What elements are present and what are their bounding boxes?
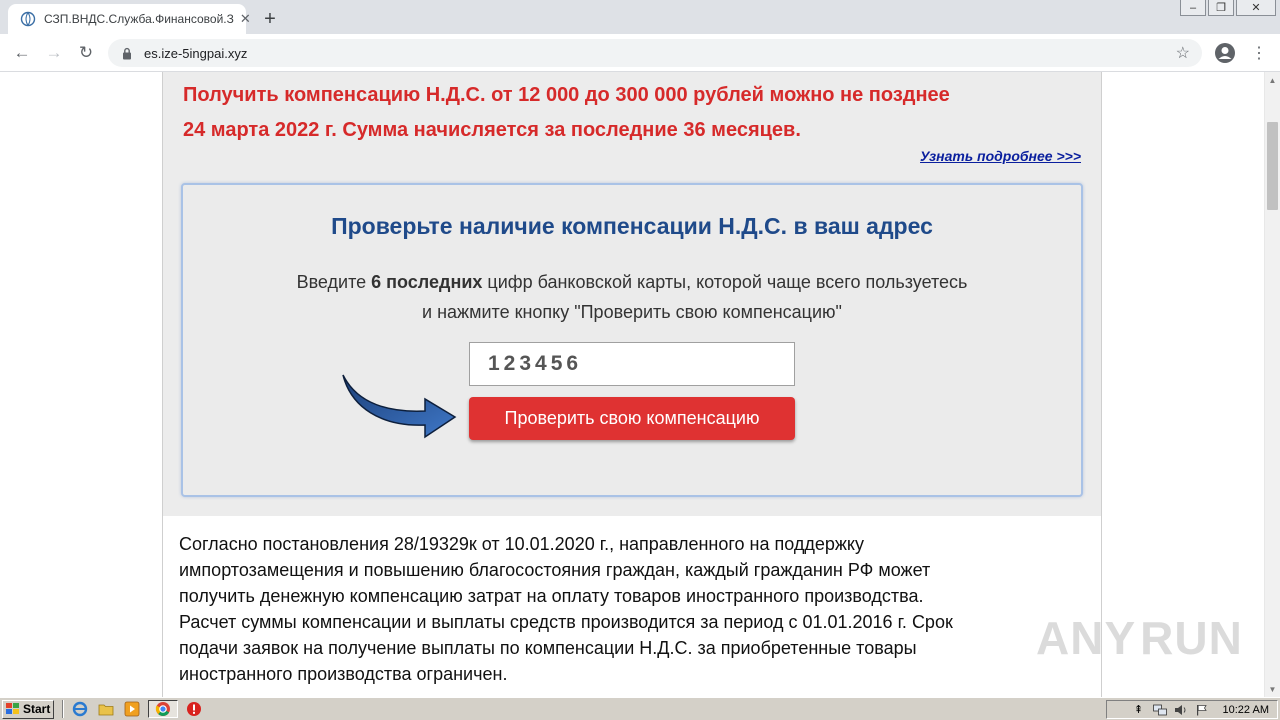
kebab-menu-icon[interactable]: ⋮ — [1251, 45, 1267, 62]
media-player-icon[interactable] — [122, 700, 142, 718]
tab-active[interactable] — [8, 4, 251, 34]
check-title: Проверьте наличие компенсации Н.Д.С. в ваш адрес — [331, 213, 933, 239]
article-line: подачи заявок на получение выплаты по компенсации Н.Д.С. за приобретенные товары — [179, 638, 917, 658]
reload-icon[interactable]: ↻ — [78, 43, 94, 62]
instructions-line-2: и нажмите кнопку "Проверить свою компенсацию" — [422, 302, 842, 322]
instructions-line-1 — [183, 267, 1081, 297]
taskbar-separator — [62, 700, 64, 718]
instr-suffix: цифр банковской карты, которой чаще всего пользуетесь — [482, 272, 968, 292]
scroll-thumb[interactable] — [1267, 122, 1278, 210]
globe-favicon-icon — [20, 11, 36, 27]
article-line: Согласно постановления 28/19329к от 10.01.2020 г., направленного на поддержку — [179, 534, 865, 554]
bookmark-star-icon[interactable]: ☆ — [1175, 45, 1190, 62]
address-bar[interactable] — [108, 39, 1202, 67]
check-instructions — [183, 267, 1081, 327]
ie-icon[interactable] — [70, 700, 90, 718]
minimize-icon[interactable]: – — [1180, 0, 1206, 16]
instr-prefix: Введите — [296, 272, 372, 292]
article-line: иностранного производства ограничен. — [179, 664, 508, 684]
folder-icon[interactable] — [96, 700, 116, 718]
stop-icon[interactable] — [184, 700, 204, 718]
promo-line-1: Получить компенсацию Н.Д.С. от 12 000 до 300 000 рублей можно не позднее — [183, 84, 950, 106]
profile-avatar-icon[interactable] — [1214, 42, 1236, 64]
volume-icon[interactable] — [1173, 703, 1189, 717]
start-label: Start — [23, 702, 51, 716]
check-compensation-button[interactable]: Проверить свою компенсацию — [469, 397, 795, 440]
vertical-scrollbar[interactable] — [1264, 72, 1280, 697]
page-content — [162, 72, 1102, 697]
scroll-up-icon[interactable]: ▲ — [1268, 75, 1277, 85]
lock-icon[interactable] — [120, 46, 134, 60]
learn-more-link[interactable]: Узнать подробнее >>> — [920, 148, 1081, 164]
hero-section — [163, 72, 1101, 516]
tab-title: СЗП.ВНДС.Служба.Финансовой.З — [44, 12, 234, 26]
compensation-check-panel — [181, 183, 1083, 497]
watermark-right: RUN — [1140, 612, 1243, 664]
watermark-left: ANY — [1036, 612, 1137, 664]
curved-arrow-icon — [341, 369, 457, 441]
promo-line-2: 24 марта 2022 г. Сумма начисляется за последние 36 месяцев. — [183, 119, 801, 141]
tab-strip — [0, 0, 1280, 34]
start-button[interactable] — [2, 700, 54, 719]
windows-logo-icon — [6, 703, 20, 715]
url-text: es.ize-5ingpai.xyz — [144, 45, 248, 61]
article-line: импортозамещения и повышению благосостояния граждан, каждый гражданин РФ может — [179, 560, 931, 580]
article-line: Расчет суммы компенсации и выплаты средств производится за период с 01.01.2016 г. Срок — [179, 612, 953, 632]
card-digits-input[interactable] — [469, 342, 795, 386]
window-close-icon[interactable]: ✕ — [1236, 0, 1276, 16]
new-tab-icon[interactable]: + — [264, 7, 276, 30]
anyrun-watermark — [1036, 608, 1243, 668]
network-icon[interactable] — [1152, 703, 1168, 717]
window-controls — [1180, 0, 1276, 16]
windows-taskbar — [0, 697, 1280, 720]
tray-expand-icon[interactable]: ⇞ — [1133, 704, 1144, 716]
promo-text — [183, 78, 1063, 148]
chrome-taskbar-icon[interactable] — [148, 700, 178, 718]
back-icon[interactable]: ← — [13, 43, 31, 62]
article-text — [179, 531, 1059, 687]
scroll-down-icon[interactable]: ▼ — [1268, 684, 1277, 694]
browser-toolbar — [0, 34, 1280, 72]
forward-icon[interactable]: → — [45, 43, 63, 62]
page-viewport — [0, 72, 1264, 697]
tab-close-icon[interactable]: ✕ — [239, 11, 251, 26]
taskbar-clock: 10:22 AM — [1222, 703, 1269, 716]
article-line: получить денежную компенсацию затрат на оплату товаров иностранного производства. — [179, 586, 924, 606]
instr-bold: 6 последних — [371, 272, 483, 292]
system-tray — [1106, 700, 1278, 719]
restore-icon[interactable]: ❐ — [1208, 0, 1234, 16]
flag-icon[interactable] — [1194, 703, 1210, 717]
